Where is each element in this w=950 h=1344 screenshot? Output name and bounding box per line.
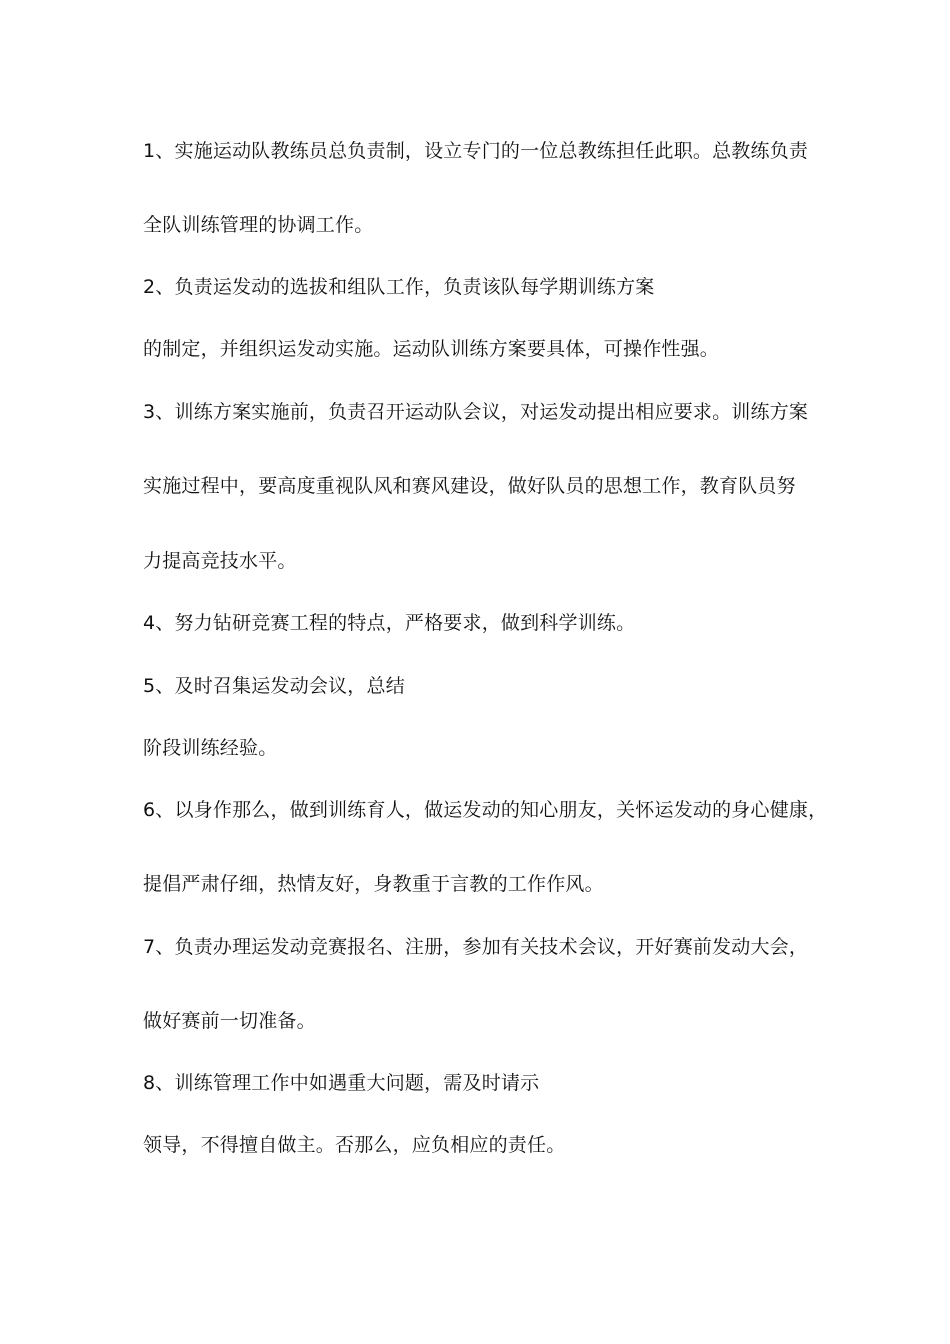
text-line: 提倡严肃仔细，热情友好，身教重于言教的工作作风。 (143, 873, 604, 895)
text-line: 8、训练管理工作中如遇重大问题，需及时请示 (143, 1072, 540, 1094)
text-line: 力提高竞技水平。 (143, 550, 297, 572)
text-line: 3、训练方案实施前，负责召开运动队会议，对运发动提出相应要求。训练方案 (143, 401, 809, 423)
text-line: 1、实施运动队教练员总负责制，设立专门的一位总教练担任此职。总教练负责 (143, 140, 809, 162)
text-line: 的制定，并组织运发动实施。运动队训练方案要具体，可操作性强。 (143, 338, 720, 360)
text-line: 全队训练管理的协调工作。 (143, 214, 374, 236)
text-line: 7、负责办理运发动竞赛报名、注册，参加有关技术会议，开好赛前发动大会， (143, 936, 809, 958)
text-line: 4、努力钻研竞赛工程的特点，严格要求，做到科学训练。 (143, 612, 636, 634)
text-line: 实施过程中，要高度重视队风和赛风建设，做好队员的思想工作，教育队员努 (143, 475, 796, 497)
text-line: 阶段训练经验。 (143, 737, 278, 759)
text-line: 6、以身作那么，做到训练育人，做运发动的知心朋友，关怀运发动的身心健康， (143, 799, 828, 821)
text-line: 5、及时召集运发动会议，总结 (143, 675, 405, 697)
text-line: 做好赛前一切准备。 (143, 1010, 316, 1032)
text-line: 领导，不得擅自做主。否那么，应负相应的责任。 (143, 1134, 566, 1156)
text-line: 2、负责运发动的选拔和组队工作，负责该队每学期训练方案 (143, 276, 655, 298)
